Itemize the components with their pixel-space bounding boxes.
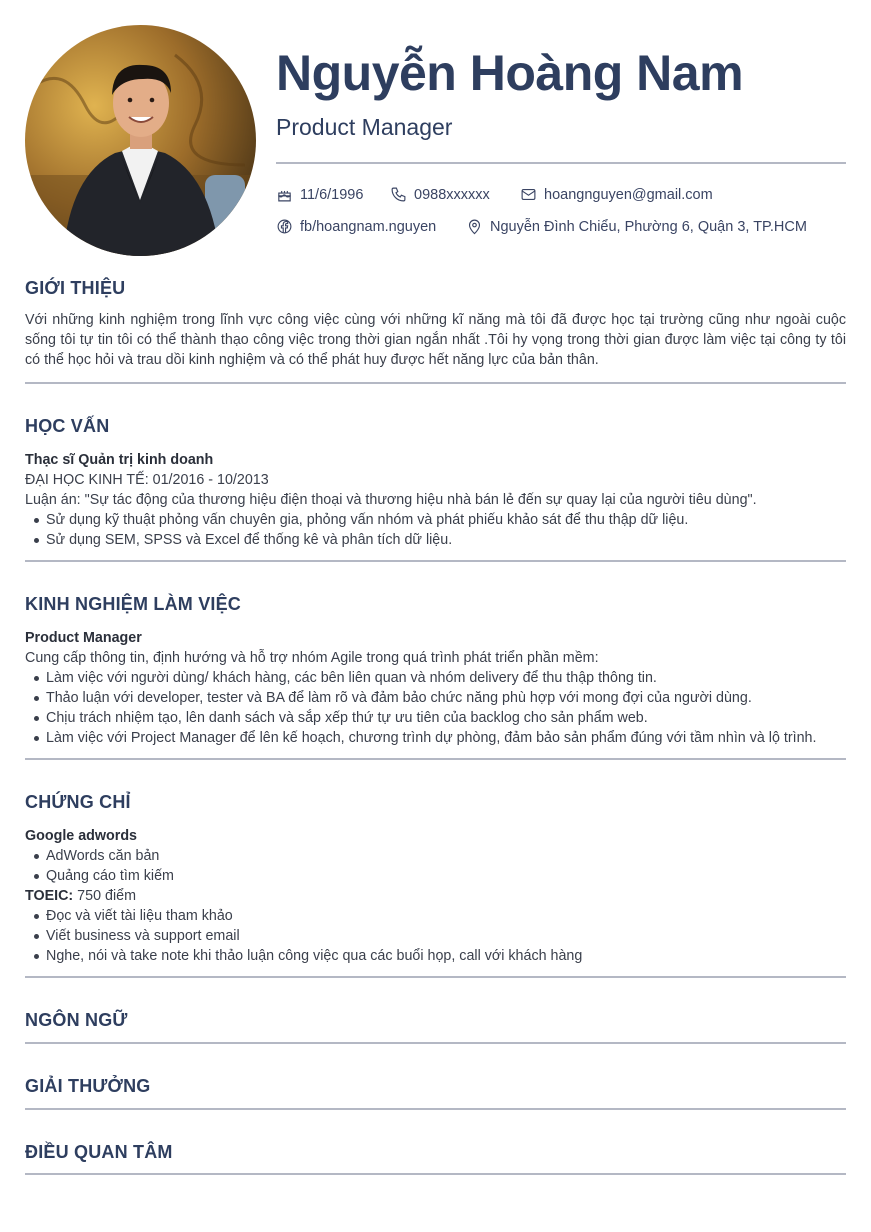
list-item: Làm việc với người dùng/ khách hàng, các bên liên quan và nhóm delivery để thu thập thông tin. [46,668,846,688]
certificates-section [25,792,846,966]
thesis: Luận án: "Sự tác động của thương hiệu điện thoại và thương hiệu nhà bán lẻ đến sự quay lại của người tiêu dùng". [25,492,757,508]
experience-role: Product Manager [25,630,142,646]
toeic-score: 750 điểm [73,888,136,904]
list-item: AdWords căn bản [46,846,846,866]
languages-heading: NGÔN NGỮ [25,1010,128,1030]
address-text: Nguyễn Đình Chiểu, Phường 6, Quận 3, TP.HCM [490,218,807,235]
education-heading: HỌC VẤN [25,416,110,436]
phone-icon [390,186,407,203]
section-divider [25,758,846,760]
facebook-text[interactable]: fb/hoangnam.nguyen [300,218,437,235]
intro-text: Với những kinh nghiệm trong lĩnh vực công việc cùng với những kĩ năng mà tôi đã được học tại trường cũng như ngoài cuộc sống tôi tự tin tôi có thể thành thạo công việc trong thời gian ngắn nhất .Tôi hy vọng trong thời gian được làm việc tại công ty tôi có thể học hỏi và trau dồi kinh nghiệm và có thể phát huy được hết năng lực của bản thân. [25,312,846,368]
phone [390,186,490,203]
profile-header [0,0,871,270]
avatar [25,25,256,256]
list-item: Đọc và viết tài liệu tham khảo [46,906,846,926]
candidate-title: Product Manager [276,114,453,140]
section-divider [25,1108,846,1110]
experience-heading: KINH NGHIỆM LÀM VIỆC [25,594,242,614]
birthday [276,186,363,203]
candidate-name: Nguyễn Hoàng Nam [276,45,744,101]
list-item: Sử dụng SEM, SPSS và Excel để thống kê và phân tích dữ liệu. [46,530,846,550]
interests-heading: ĐIỀU QUAN TÂM [25,1142,173,1162]
list-item: Quảng cáo tìm kiếm [46,866,846,886]
school: ĐẠI HỌC KINH TẾ: 01/2016 - 10/2013 [25,472,269,488]
toeic-label: TOEIC: [25,888,74,904]
birthday-text: 11/6/1996 [300,186,364,203]
header-divider [276,162,846,164]
cert-toeic [25,886,846,906]
experience-bullets [25,668,846,748]
interests-section [25,1142,846,1163]
intro-section [25,278,846,370]
awards-heading: GIẢI THƯỞNG [25,1076,151,1096]
awards-section [25,1076,846,1097]
languages-section [25,1010,846,1031]
mail-icon [520,186,537,203]
email[interactable] [520,186,713,203]
intro-heading: GIỚI THIỆU [25,278,126,298]
email-text[interactable]: hoangnguyen@gmail.com [544,186,713,203]
list-item: Làm việc với Project Manager để lên kế hoạch, chương trình dự phòng, đảm bảo sản phẩm đúng với tầm nhìn và lộ trình. [46,728,846,748]
facebook[interactable] [276,218,436,235]
experience-summary: Cung cấp thông tin, định hướng và hỗ trợ nhóm Agile trong quá trình phát triển phần mềm: [25,650,599,666]
section-divider [25,560,846,562]
section-divider [25,1173,846,1175]
section-divider [25,1042,846,1044]
list-item: Nghe, nói và take note khi thảo luận công việc qua các buổi họp, call với khách hàng [46,946,846,966]
cert-google-adwords: Google adwords [25,828,138,844]
list-item: Viết business và support email [46,926,846,946]
section-divider [25,976,846,978]
list-item: Sử dụng kỹ thuật phỏng vấn chuyên gia, phỏng vấn nhóm và phát phiếu khảo sát để thu thập dữ liệu. [46,510,846,530]
degree: Thạc sĩ Quản trị kinh doanh [25,452,214,468]
education-section [25,416,846,550]
location-pin-icon [466,218,483,235]
facebook-icon [276,218,293,235]
cert2-bullets [25,906,846,966]
list-item: Chịu trách nhiệm tạo, lên danh sách và sắp xếp thứ tự ưu tiên của backlog cho sản phẩm web. [46,708,846,728]
experience-section [25,594,846,748]
address [466,218,807,235]
list-item: Thảo luận với developer, tester và BA để làm rõ và đảm bảo chức năng phù hợp với mong đợi của người dùng. [46,688,846,708]
education-bullets [25,510,846,550]
cake-icon [276,186,293,203]
profile-photo [25,25,256,256]
cert1-bullets [25,846,846,886]
section-divider [25,382,846,384]
phone-text: 0988xxxxxx [414,186,490,203]
certificates-heading: CHỨNG CHỈ [25,792,131,812]
